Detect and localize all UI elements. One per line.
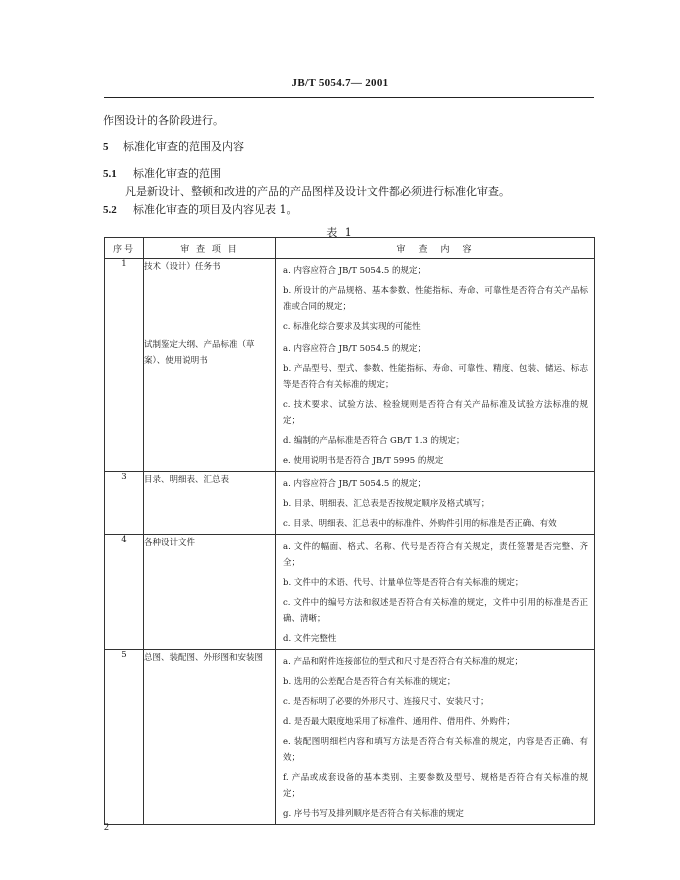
content-line: f. 产品或成套设备的基本类别、主要参数及型号、规格是否符合有关标准的规定； [283, 773, 588, 799]
row-number: 4 [105, 535, 144, 650]
content-line: g. 序号书写及排列顺序是否符合有关标准的规定 [283, 809, 464, 819]
row-item: 总图、装配图、外形图和安装图 [144, 650, 276, 825]
content-line: b. 所设计的产品规格、基本参数、性能指标、寿命、可靠性是否符合有关产品标准或合同的规定； [283, 286, 588, 312]
row-item-text: 技术（设计）任务书 [144, 262, 221, 272]
section-number: 5.1 [103, 168, 117, 180]
table-row [105, 472, 595, 535]
section-title: 标准化审查的范围及内容 [123, 140, 244, 153]
section-5-2-heading [103, 201, 298, 217]
header-rule [104, 97, 594, 98]
header-number: 序号 [105, 238, 144, 259]
review-table [104, 237, 595, 825]
content-line: b. 产品型号、型式、参数、性能指标、寿命、可靠性、精度、包装、储运、标志等是否符合有关标准的规定； [283, 364, 588, 390]
section-number: 5 [103, 141, 109, 153]
row-item [144, 259, 276, 338]
table-header-row [105, 238, 595, 259]
standard-code-header: JB/T 5054.7— 2001 [291, 77, 389, 89]
page-number: 2 [104, 822, 109, 833]
row-number: 3 [105, 472, 144, 535]
section-5-heading [103, 138, 244, 154]
content-line: b. 目录、明细表、汇总表是否按规定顺序及格式填写； [283, 499, 490, 509]
content-line: c. 是否标明了必要的外形尺寸、连接尺寸、安装尺寸； [283, 697, 489, 707]
row-contents [276, 259, 595, 338]
row-contents [276, 472, 595, 535]
row-number: 1 [105, 259, 144, 472]
content-line: c. 目录、明细表、汇总表中的标准件、外购件引用的标准是否正确、有效 [283, 519, 557, 529]
content-line: b. 选用的公差配合是否符合有关标准的规定； [283, 677, 456, 687]
section-number: 5.2 [103, 204, 117, 216]
row-item-text: 试制鉴定大纲、产品标准（草案）、使用说明书 [144, 340, 255, 366]
header-content: 审 查 内 容 [276, 238, 595, 259]
row-number: 5 [105, 650, 144, 825]
section-title: 标准化审查的项目及内容见表 1。 [133, 203, 298, 216]
content-line: a. 内容应符合 JB/T 5054.5 的规定； [283, 266, 427, 276]
section-5-1-text: 凡是新设计、整顿和改进的产品的产品图样及设计文件都必须进行标准化审查。 [125, 185, 510, 198]
row-contents [276, 337, 595, 472]
content-line: d. 编制的产品标准是否符合 GB/T 1.3 的规定； [283, 436, 465, 446]
content-line: c. 技术要求、试验方法、检验规则是否符合有关产品标准及试验方法标准的规定； [283, 400, 588, 426]
row-item: 目录、明细表、汇总表 [144, 472, 276, 535]
header-item: 审 查 项 目 [144, 238, 276, 259]
content-line: a. 内容应符合 JB/T 5054.5 的规定； [283, 479, 427, 489]
content-line: a. 产品和附件连接部位的型式和尺寸是否符合有关标准的规定； [283, 657, 523, 667]
table-row [105, 259, 595, 338]
content-line: b. 文件中的术语、代号、计量单位等是否符合有关标准的规定； [283, 578, 524, 588]
table-row [105, 337, 595, 472]
content-line: a. 内容应符合 JB/T 5054.5 的规定； [283, 344, 427, 354]
row-contents [276, 535, 595, 650]
table-row [105, 650, 595, 825]
content-line: c. 标准化综合要求及其实现的可能性 [283, 322, 421, 332]
row-item: 各种设计文件 [144, 535, 276, 650]
row-item [144, 337, 276, 472]
content-line: c. 文件中的编号方法和叙述是否符合有关标准的规定，文件中引用的标准是否正确、清晰； [283, 598, 588, 624]
content-line: e. 装配图明细栏内容和填写方法是否符合有关标准的规定，内容是否正确、有效； [283, 737, 588, 763]
content-line: a. 文件的幅面、格式、名称、代号是否符合有关规定，责任签署是否完整、齐全； [283, 542, 588, 568]
table-row [105, 535, 595, 650]
continued-text: 作图设计的各阶段进行。 [103, 114, 224, 127]
section-title: 标准化审查的范围 [133, 167, 221, 180]
content-line: d. 文件完整性 [283, 634, 337, 644]
content-line: d. 是否最大限度地采用了标准件、通用件、借用件、外购件； [283, 717, 515, 727]
section-5-1-heading [103, 165, 221, 181]
table-title: 表 1 [326, 226, 354, 239]
content-line: e. 使用说明书是否符合 JB/T 5995 的规定 [283, 456, 444, 466]
row-contents [276, 650, 595, 825]
